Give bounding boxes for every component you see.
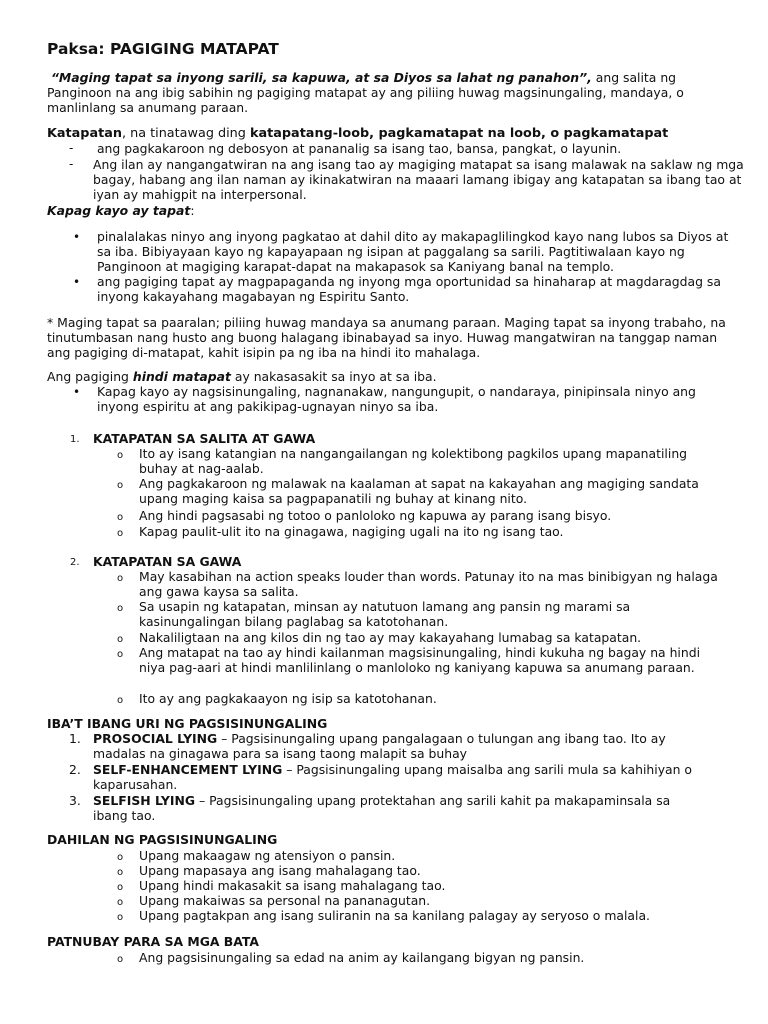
section2-heading: KATAPATAN SA GAWA [93, 554, 242, 569]
guide-item: Ang pagsisinungaling sa edad na anim ay kailangang bigyan ng pansin. [139, 950, 585, 965]
list-number: 3. [69, 793, 81, 808]
section1-item: Kapag paulit-ulit ito na ginagawa, nagiging ugali na ito ng isang tao. [139, 524, 564, 539]
page-title: Paksa: PAGIGING MATAPAT [47, 40, 279, 58]
bullet-marker: • [73, 385, 81, 399]
section2-item: May kasabihan na action speaks louder than words. Patunay ito na mas binibigyan ng halaga ang gawa kaysa sa salita. [139, 569, 718, 600]
lying-type-item: SELF-ENHANCEMENT LYING – Pagsisinungaling upang maisalba ang sarili mula sa kahihiyan o kaparusahan. [93, 762, 692, 793]
section2-item: Ang matapat na tao ay hindi kailanman magsisinungaling, hindi kukuha ng bagay na hindi niya pag-aari at hindi manlilinlang o manloloko ng kaniyang kapuwa sa anumang paraan. [139, 645, 701, 676]
list-number: 1. [69, 731, 81, 746]
katapatan-mid: , na tinatawag ding [121, 126, 250, 141]
reason-item: Upang hindi makasakit sa isang mahalagang tao. [139, 878, 446, 893]
katapatan-terms: katapatang-loob, pagkamatapat na loob, o pagkamatapat [250, 126, 669, 141]
bullet-marker: • [73, 275, 81, 289]
reason-item: Upang makaagaw ng atensiyon o pansin. [139, 848, 396, 863]
circle-marker: o [117, 450, 124, 461]
star-note: * Maging tapat sa paaralan; piliing huwag mandaya sa anumang paraan. Maging tapat sa inyong trabaho, na tinutumbasan nang husto ang buong halagang ibinabayad sa inyo. Huwag mangatwiran na tanggap naman ang pagiging di-matapat, kahit isipin pa ng iba na hindi ito mahalaga. [47, 315, 726, 361]
dash-item: Ang ilan ay nangangatwiran na ang isang tao ay magiging matapat sa isang malawak na saklaw ng mga bagay, habang ang ilan naman ay ikinakatwiran na maaari lamang ibigay ang katapatan sa ibang tao at iyan ay mahigpit na interpersonal. [93, 157, 744, 203]
reason-item: Upang makaiwas sa personal na pananagutan. [139, 893, 431, 908]
circle-marker: o [117, 912, 124, 923]
quote-emphasis: “Maging tapat sa inyong sarili, sa kapuwa, at sa Diyos sa lahat ng panahon”, [50, 70, 592, 85]
section1-item: Ang hindi pagsasabi ng totoo o panloloko ng kapuwa ay parang isang bisyo. [139, 508, 612, 523]
guide-heading: PATNUBAY PARA SA MGA BATA [47, 934, 259, 949]
circle-marker: o [117, 695, 124, 706]
lying-type-item: SELFISH LYING – Pagsisinungaling upang protektahan ang sarili kahit pa makapaminsala sa ibang tao. [93, 793, 671, 824]
types-heading: IBA’T IBANG URI NG PAGSISINUNGALING [47, 716, 328, 731]
reason-item: Upang pagtakpan ang isang suliranin na sa kanilang palagay ay seryoso o malala. [139, 908, 650, 923]
section2-item: Ito ay ang pagkakaayon ng isip sa katotohanan. [139, 691, 437, 706]
section-number: 2. [70, 557, 80, 568]
reason-item: Upang mapasaya ang isang mahalagang tao. [139, 863, 421, 878]
list-number: 2. [69, 762, 81, 777]
hindi-bullet: Kapag kayo ay nagsisinungaling, nagnanakaw, nangungupit, o nandaraya, pinipinsala ninyo ang inyong espiritu at ang pakikipag-ugnayan ninyo sa iba. [97, 384, 696, 415]
circle-marker: o [117, 897, 124, 908]
katapatan-definition [47, 126, 668, 141]
circle-marker: o [117, 867, 124, 878]
kapag-bullet: ang pagiging tapat ay magpapaganda ng inyong mga oportunidad sa hinaharap at magdaragdag sa inyong kakayahang magabayan ng Espiritu Santo. [97, 274, 721, 305]
hindi-matapat-line: Ang pagiging hindi matapat ay nakasasakit sa inyo at sa iba. [47, 369, 437, 384]
circle-marker: o [117, 528, 124, 539]
kapag-bullet: pinalalakas ninyo ang inyong pagkatao at dahil dito ay makapaglilingkod kayo nang lubos sa Diyos at sa iba. Bibiyayaan kayo ng kapayapaan ng isipan at paggalang sa sarili. Pagtitiwalaan kayo ng Panginoon at magiging karapat-dapat na makapasok sa Kaniyang banal na templo. [97, 229, 729, 275]
circle-marker: o [117, 852, 124, 863]
section1-item: Ito ay isang katangian na nangangailangan ng kolektibong pagkilos upang mapanatiling buhay at nag-aalab. [139, 446, 688, 477]
lying-type-item: PROSOCIAL LYING – Pagsisinungaling upang pangalagaan o tulungan ang ibang tao. Ito ay madalas na ginagawa para sa isang taong malapit sa buhay [93, 731, 666, 762]
reasons-heading: DAHILAN NG PAGSISINUNGALING [47, 832, 278, 847]
circle-marker: o [117, 512, 124, 523]
section2-item: Sa usapin ng katapatan, minsan ay natutuon lamang ang pansin ng marami sa kasinungalingan bilang paglabag sa katotohanan. [139, 599, 631, 630]
katapatan-term: Katapatan [47, 126, 122, 141]
circle-marker: o [117, 603, 124, 614]
section2-item: Nakaliligtaan na ang kilos din ng tao ay may kakayahang lumabag sa katapatan. [139, 630, 642, 645]
section1-item: Ang pagkakaroon ng malawak na kaalaman at sapat na kakayahan ang magiging sandata upang maging kaisa sa pagpapanatili ng buhay at kinang nito. [139, 476, 699, 507]
circle-marker: o [117, 649, 124, 660]
bullet-marker: • [73, 230, 81, 244]
dash-marker: - [69, 157, 74, 171]
quote-paragraph [47, 70, 722, 116]
dash-marker: - [69, 141, 74, 155]
circle-marker: o [117, 954, 124, 965]
section-number: 1. [70, 434, 80, 445]
circle-marker: o [117, 480, 124, 491]
section1-heading: KATAPATAN SA SALITA AT GAWA [93, 431, 316, 446]
circle-marker: o [117, 573, 124, 584]
quote-rest: ang salita ng Panginoon na ang ibig sabihin ng pagiging matapat ay ang piliing huwag magsinungaling, mandaya, o manlinlang sa anumang paraan. [47, 70, 684, 116]
dash-item: ang pagkakaroon ng debosyon at pananalig sa isang tao, bansa, pangkat, o layunin. [96, 141, 622, 156]
circle-marker: o [117, 882, 124, 893]
kapag-heading: Kapag kayo ay tapat: [47, 203, 195, 218]
circle-marker: o [117, 634, 124, 645]
